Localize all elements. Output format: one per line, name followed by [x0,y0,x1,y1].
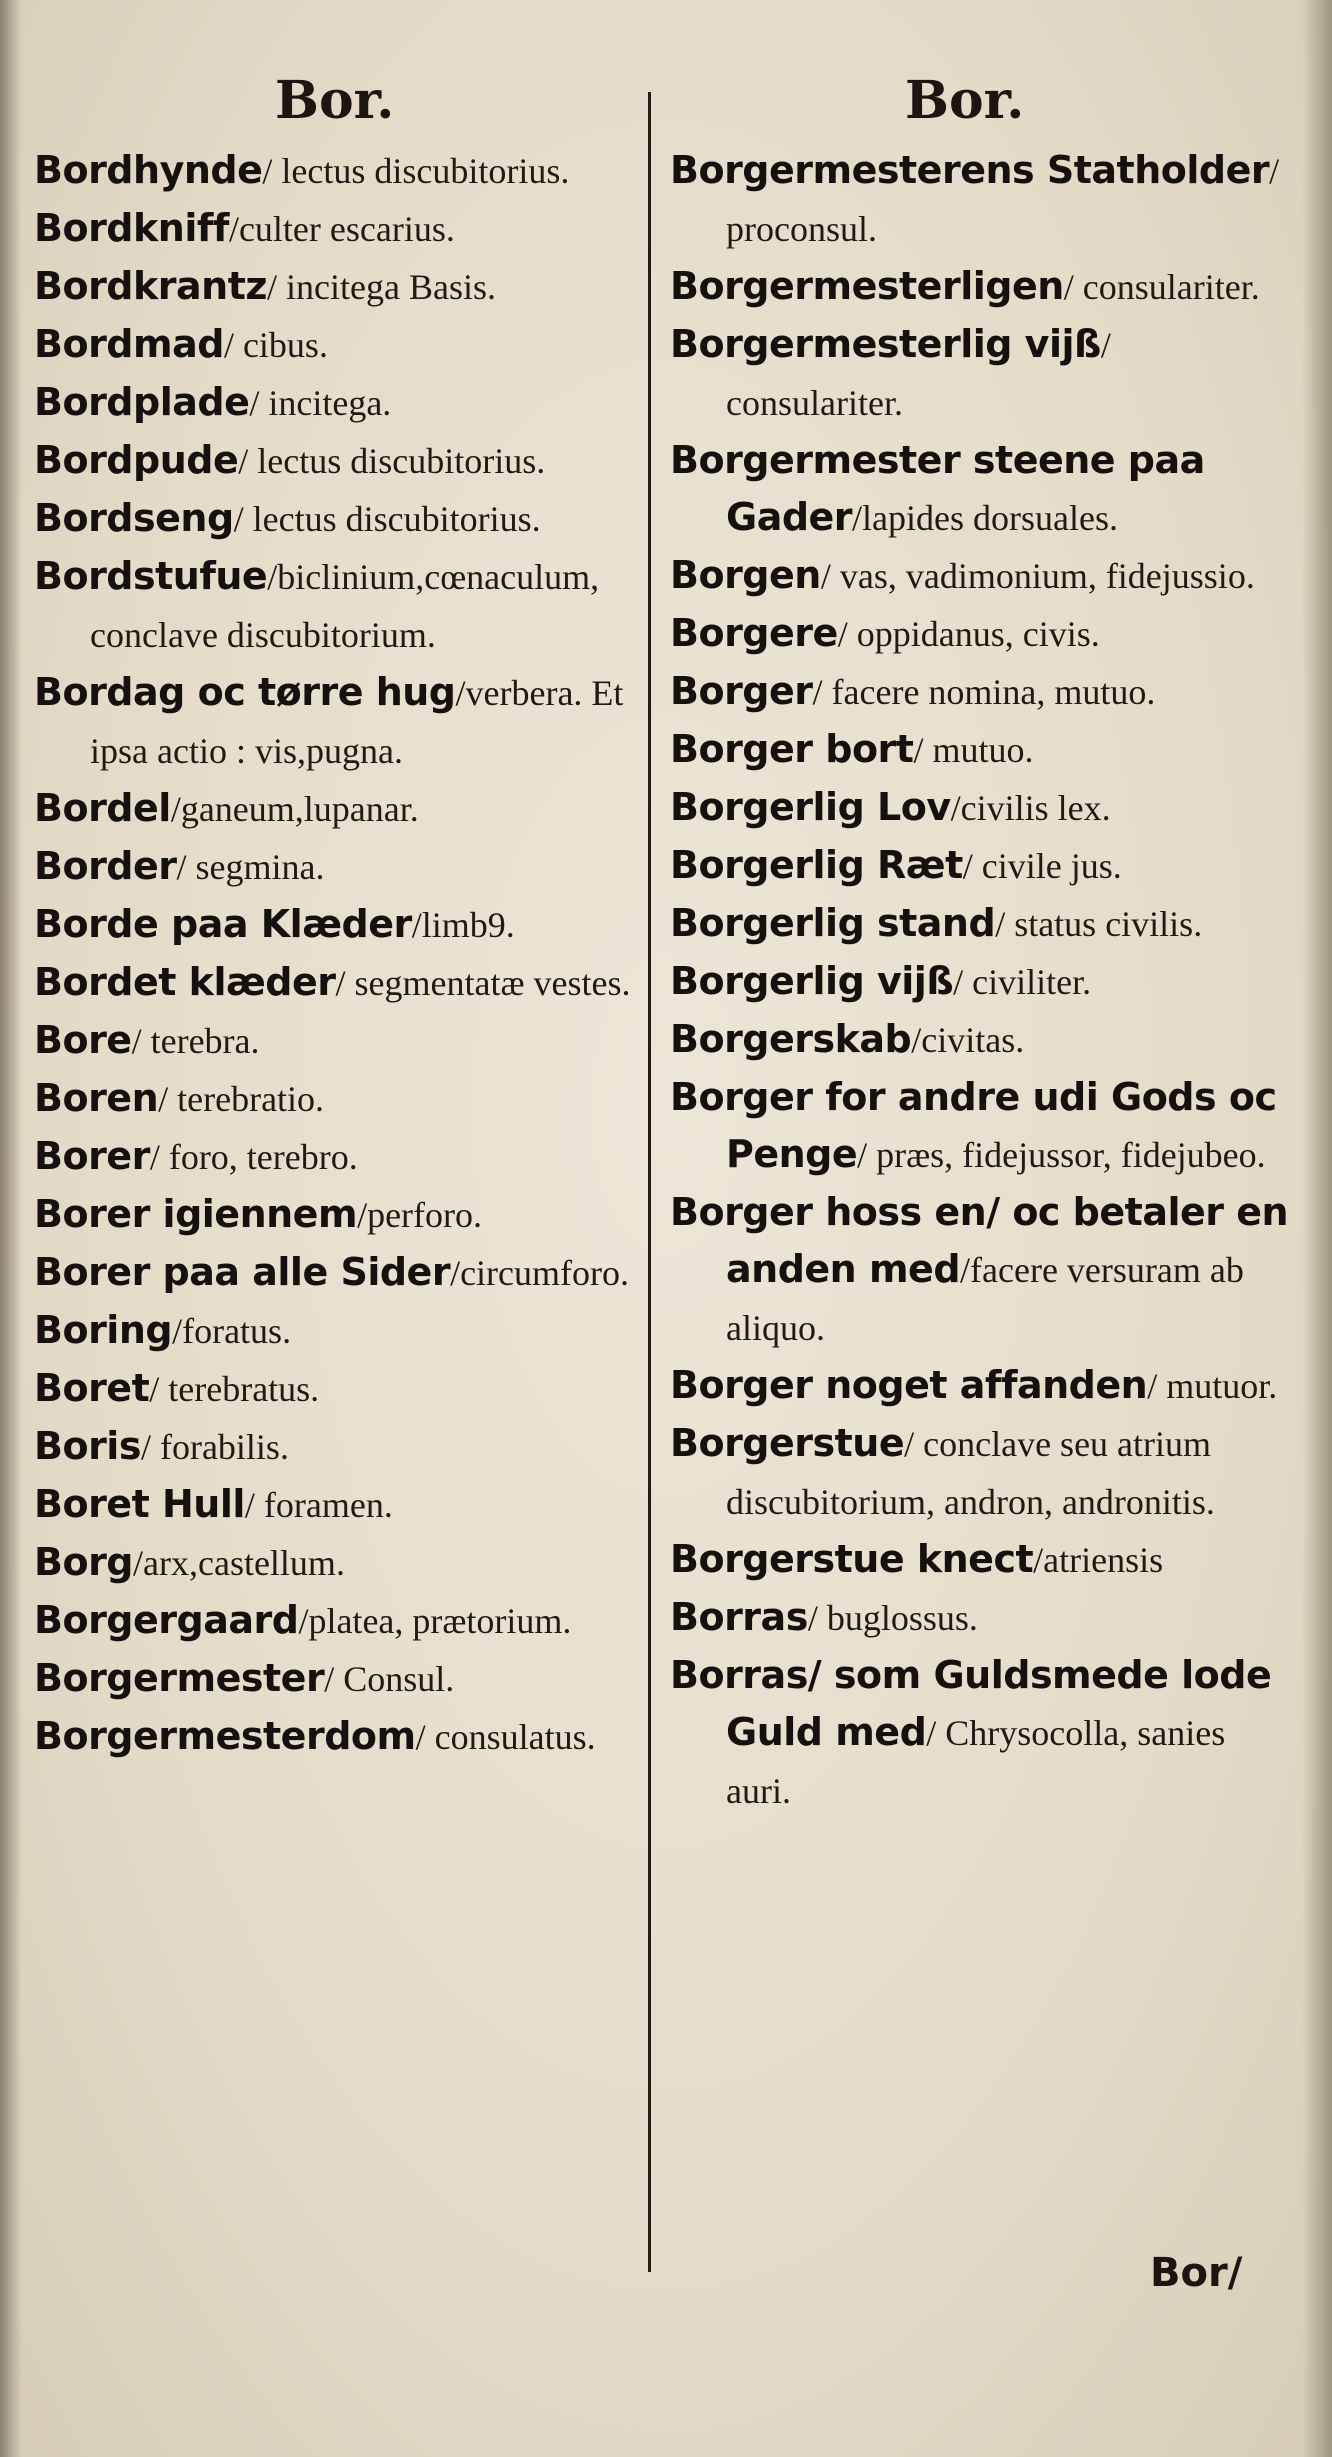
entry-headword: Borras/ som Guldsmede lode Guld med [670,1653,1272,1754]
dictionary-entry [34,1360,634,1418]
entry-gloss: / status civilis. [995,904,1203,944]
entry-headword: Borde paa Klæder [34,902,412,946]
entry-headword: Boret [34,1366,150,1410]
dictionary-entry [34,1128,634,1186]
entry-gloss: / Consul. [324,1659,455,1699]
dictionary-entry [670,258,1290,316]
dictionary-entry [670,1415,1290,1531]
entry-headword: Borgerlig stand [670,901,996,945]
dictionary-entry [34,838,634,896]
dictionary-entry [34,896,634,954]
dictionary-entry [670,316,1290,432]
left-column [34,142,634,1766]
dictionary-entry [670,605,1290,663]
entry-gloss: /verbera. Et ipsa actio : vis,pugna. [90,673,624,771]
entry-headword: Borgermesterligen [670,264,1064,308]
entry-headword: Bordpude [34,438,239,482]
entry-headword: Bordmad [34,322,224,366]
entry-headword: Borgerlig Lov [670,785,951,829]
right-column [670,142,1290,1820]
catchword: Bor/ [1150,2250,1243,2296]
entry-headword: Bordhynde [34,148,263,192]
entry-headword: Borger bort [670,727,914,771]
entry-headword: Borgerlig vijß [670,959,954,1003]
column-divider [648,92,651,2272]
dictionary-entry [34,1708,634,1766]
entry-gloss: /limb9. [411,905,515,945]
dictionary-entry [670,1357,1290,1415]
dictionary-entry [34,432,634,490]
entry-headword: Bordkniff [34,206,229,250]
dictionary-entry [34,1244,634,1302]
dictionary-entry [34,490,634,548]
entry-gloss: / segmina. [176,847,325,887]
entry-gloss: / consulariter. [726,325,1111,423]
entry-headword: Borgermester [34,1656,325,1700]
dictionary-entry [34,374,634,432]
entry-headword: Borg [34,1540,134,1584]
dictionary-entry [34,954,634,1012]
dictionary-entry [670,432,1290,547]
dictionary-entry [670,721,1290,779]
entry-headword: Bordplade [34,380,250,424]
dictionary-entry [670,142,1290,258]
entry-gloss: /arx,castellum. [133,1543,345,1583]
entry-headword: Borgen [670,553,821,597]
entry-headword: Borger for andre udi Gods oc Penge [670,1075,1277,1176]
entry-headword: Border [34,844,177,888]
dictionary-entry [670,953,1290,1011]
left-column-header: Bor. [275,70,395,131]
entry-gloss: /atriensis [1033,1540,1164,1580]
dictionary-entry [34,1592,634,1650]
dictionary-entry [34,258,634,316]
dictionary-entry [34,1476,634,1534]
entry-headword: Bore [34,1018,132,1062]
page-edge-right [1302,0,1332,2457]
entry-headword: Boris [34,1424,141,1468]
entry-gloss: /circumforo. [450,1253,630,1293]
entry-gloss: / vas, vadimonium, fidejussio. [820,556,1255,596]
entry-gloss: / lectus discubitorius. [233,499,541,539]
dictionary-entry [670,1184,1290,1357]
dictionary-entry [670,1011,1290,1069]
dictionary-entry [670,1069,1290,1184]
entry-gloss: /perforo. [357,1195,483,1235]
entry-headword: Boring [34,1308,173,1352]
dictionary-entry [670,895,1290,953]
entry-headword: Borgerlig Ræt [670,843,963,887]
entry-headword: Bordel [34,786,171,830]
entry-headword: Borgerskab [670,1017,912,1061]
entry-gloss: / cibus. [223,325,328,365]
dictionary-entry [670,1531,1290,1589]
entry-gloss: / facere nomina, mutuo. [812,672,1156,712]
entry-gloss: / consulatus. [415,1717,596,1757]
entry-headword: Bordstufue [34,554,268,598]
entry-gloss: / oppidanus, civis. [837,614,1100,654]
entry-headword: Bordseng [34,496,234,540]
dictionary-entry [670,547,1290,605]
entry-gloss: / lectus discubitorius. [238,441,546,481]
entry-headword: Borer paa alle Sider [34,1250,451,1294]
entry-headword: Borras [670,1595,808,1639]
entry-headword: Boret Hull [34,1482,245,1526]
entry-headword: Borgermesterdom [34,1714,416,1758]
entry-gloss: / buglossus. [807,1598,978,1638]
dictionary-entry [34,142,634,200]
entry-gloss: /biclinium,cœnaculum, conclave discubitorium. [90,557,600,655]
entry-gloss: /lapides dorsuales. [852,498,1118,538]
dictionary-entry [34,1302,634,1360]
entry-gloss: / Chrysocolla, sanies auri. [726,1713,1226,1811]
entry-headword: Boren [34,1076,159,1120]
entry-headword: Bordag oc tørre hug [34,670,456,714]
entry-gloss: / proconsul. [726,151,1280,249]
entry-headword: Borgergaard [34,1598,299,1642]
entry-gloss: /foratus. [172,1311,292,1351]
entry-gloss: / præs, fidejussor, fidejubeo. [857,1135,1266,1175]
dictionary-entry [670,837,1290,895]
dictionary-entry [34,1650,634,1708]
dictionary-entry [670,1589,1290,1647]
entry-gloss: /ganeum,lupanar. [170,789,419,829]
dictionary-entry [34,1012,634,1070]
entry-gloss: / foro, terebro. [149,1137,358,1177]
entry-gloss: / incitega Basis. [267,267,496,307]
entry-headword: Borgermesterens Statholder [670,148,1270,192]
entry-gloss: /platea, prætorium. [298,1601,572,1641]
entry-gloss: /civitas. [911,1020,1025,1060]
entry-gloss: / civiliter. [953,962,1092,1002]
entry-headword: Borgere [670,611,838,655]
dictionary-entry [34,200,634,258]
entry-headword: Borgerstue knect [670,1537,1034,1581]
entry-gloss: / lectus discubitorius. [262,151,570,191]
dictionary-entry [670,779,1290,837]
entry-gloss: / civile jus. [962,846,1122,886]
entry-gloss: / terebratio. [158,1079,325,1119]
dictionary-entry [34,1070,634,1128]
entry-gloss: /facere versuram ab aliquo. [726,1250,1244,1348]
entry-gloss: /civilis lex. [950,788,1111,828]
dictionary-entry [670,1647,1290,1820]
entry-gloss: / incitega. [249,383,392,423]
dictionary-entry [34,1418,634,1476]
entry-headword: Borger hoss en/ oc betaler en anden med [670,1190,1289,1291]
entry-gloss: / segmentatæ vestes. [335,963,631,1003]
entry-gloss: / mutuor. [1147,1366,1278,1406]
entry-headword: Borger noget affanden [670,1363,1148,1407]
entry-headword: Borer [34,1134,150,1178]
entry-headword: Borger [670,669,813,713]
dictionary-entry [34,316,634,374]
dictionary-entry [34,780,634,838]
entry-gloss: / consulariter. [1063,267,1260,307]
entry-gloss: / terebratus. [149,1369,320,1409]
dictionary-entry [34,664,634,780]
entry-headword: Borgermester steene paa Gader [670,438,1205,539]
dictionary-entry [34,1186,634,1244]
entry-gloss: /culter escarius. [228,209,455,249]
entry-headword: Borgerstue [670,1421,905,1465]
dictionary-entry [34,548,634,664]
entry-headword: Borer igiennem [34,1192,358,1236]
entry-headword: Borgermesterlig vijß [670,322,1101,366]
dictionary-entry [670,663,1290,721]
entry-gloss: / conclave seu atrium discubitorium, andron, andronitis. [726,1424,1215,1522]
page-edge-left [0,0,22,2457]
dictionary-entry [34,1534,634,1592]
entry-headword: Bordkrantz [34,264,268,308]
entry-gloss: / mutuo. [913,730,1034,770]
entry-gloss: / foramen. [244,1485,393,1525]
entry-gloss: / forabilis. [140,1427,289,1467]
right-column-header: Bor. [905,70,1025,131]
entry-gloss: / terebra. [131,1021,260,1061]
entry-headword: Bordet klæder [34,960,336,1004]
